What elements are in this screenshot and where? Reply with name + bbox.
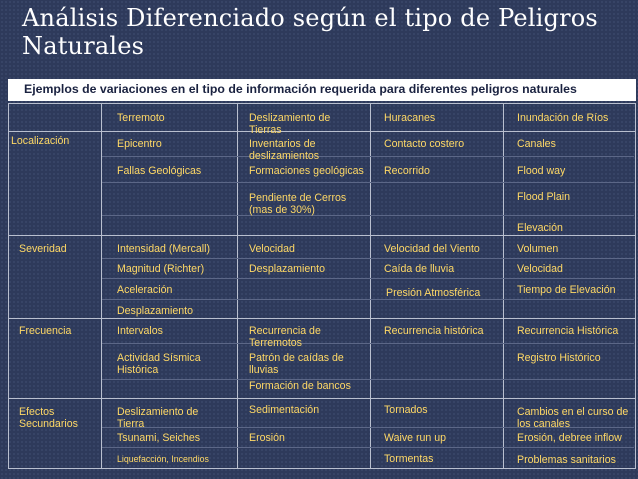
cell-efectos-inundacion: Erosión, debree inflow	[517, 432, 622, 444]
slide-subtitle: Ejemplos de variaciones en el tipo de información requerida para diferentes peligros naturales	[24, 82, 577, 96]
column-divider	[370, 104, 371, 468]
cell-efectos-inundacion: Problemas sanitarios	[517, 454, 616, 466]
cell-efectos-terremoto: Liquefacción, Incendios	[117, 454, 209, 464]
cell-severidad-deslizamiento: Velocidad	[249, 243, 295, 255]
cell-efectos-terremoto: Deslizamiento de Tierra	[117, 406, 199, 430]
cell-frecuencia-terremoto: Actividad Sísmica Histórica	[117, 352, 201, 376]
cell-localizacion-deslizamiento: Formaciones geológicas	[249, 165, 364, 177]
cell-severidad-terremoto: Magnitud (Richter)	[117, 263, 205, 275]
row-label-efectos: Efectos Secundarios	[19, 406, 78, 430]
cell-severidad-deslizamiento: Desplazamiento	[249, 263, 325, 275]
sub-row-divider	[102, 215, 634, 216]
cell-localizacion-inundacion: Flood Plain	[517, 191, 570, 203]
column-divider	[237, 104, 238, 468]
cell-localizacion-inundacion: Flood way	[517, 165, 566, 177]
slide-title-line-2: Naturales	[22, 32, 145, 60]
header-terremoto: Terremoto	[117, 112, 165, 124]
header-inundacion: Inundación de Ríos	[517, 112, 609, 124]
cell-efectos-deslizamiento: Sedimentación	[249, 404, 320, 416]
row-divider	[9, 398, 635, 399]
cell-localizacion-inundacion: Elevación	[517, 222, 563, 234]
cell-severidad-inundacion: Velocidad	[517, 263, 563, 275]
slide-title-line-1: Análisis Diferenciado según el tipo de Peligros	[22, 4, 598, 32]
sub-row-divider	[102, 156, 634, 157]
cell-localizacion-huracanes: Recorrido	[384, 165, 430, 177]
cell-severidad-terremoto: Aceleración	[117, 284, 173, 296]
subtitle-band	[8, 79, 636, 101]
cell-localizacion-terremoto: Epicentro	[117, 138, 162, 150]
cell-frecuencia-deslizamiento: Recurrencia de Terremotos	[249, 325, 321, 349]
sub-row-divider	[102, 299, 634, 300]
cell-efectos-huracanes: Waive run up	[384, 432, 447, 444]
hazard-table	[8, 103, 636, 469]
header-deslizamiento: Deslizamiento de Tierras	[249, 112, 331, 136]
sub-row-divider	[102, 343, 634, 344]
cell-frecuencia-huracanes: Recurrencia histórica	[384, 325, 484, 337]
sub-row-divider	[102, 182, 634, 183]
cell-frecuencia-deslizamiento: Patrón de caídas de lluvias	[249, 352, 344, 376]
row-label-localizacion: Localización	[11, 135, 70, 147]
cell-frecuencia-inundacion: Registro Histórico	[517, 352, 601, 364]
cell-severidad-huracanes: Presión Atmosférica	[386, 287, 481, 299]
cell-severidad-huracanes: Velocidad del Viento	[384, 243, 480, 255]
cell-severidad-terremoto: Desplazamiento	[117, 305, 193, 317]
sub-row-divider	[102, 379, 634, 380]
cell-localizacion-inundacion: Canales	[517, 138, 556, 150]
cell-localizacion-huracanes: Contacto costero	[384, 138, 465, 150]
row-label-frecuencia: Frecuencia	[19, 325, 72, 337]
row-label-severidad: Severidad	[19, 243, 67, 255]
sub-row-divider	[102, 258, 634, 259]
cell-efectos-inundacion: Cambios en el curso de los canales	[517, 406, 629, 430]
cell-severidad-terremoto: Intensidad (Mercall)	[117, 243, 211, 255]
cell-efectos-huracanes: Tornados	[384, 404, 428, 416]
cell-severidad-inundacion: Volumen	[517, 243, 559, 255]
cell-localizacion-deslizamiento: Inventarios de deslizamientos	[249, 138, 320, 162]
cell-localizacion-terremoto: Fallas Geológicas	[117, 165, 202, 177]
cell-severidad-huracanes: Caída de lluvia	[384, 263, 455, 275]
column-divider	[101, 104, 102, 468]
cell-efectos-deslizamiento: Erosión	[249, 432, 285, 444]
cell-efectos-huracanes: Tormentas	[384, 453, 434, 465]
sub-row-divider	[102, 447, 634, 448]
column-divider	[503, 104, 504, 468]
row-divider	[9, 318, 635, 319]
cell-frecuencia-deslizamiento: Formación de bancos	[249, 380, 351, 392]
cell-efectos-terremoto: Tsunami, Seiches	[117, 432, 201, 444]
cell-localizacion-deslizamiento: Pendiente de Cerros (mas de 30%)	[249, 192, 347, 216]
slide-title	[22, 4, 632, 60]
header-huracanes: Huracanes	[384, 112, 436, 124]
cell-frecuencia-inundacion: Recurrencia Histórica	[517, 325, 619, 337]
cell-frecuencia-terremoto: Intervalos	[117, 325, 163, 337]
cell-severidad-inundacion: Tiempo de Elevación	[517, 284, 616, 296]
row-divider	[9, 235, 635, 236]
sub-row-divider	[102, 278, 634, 279]
